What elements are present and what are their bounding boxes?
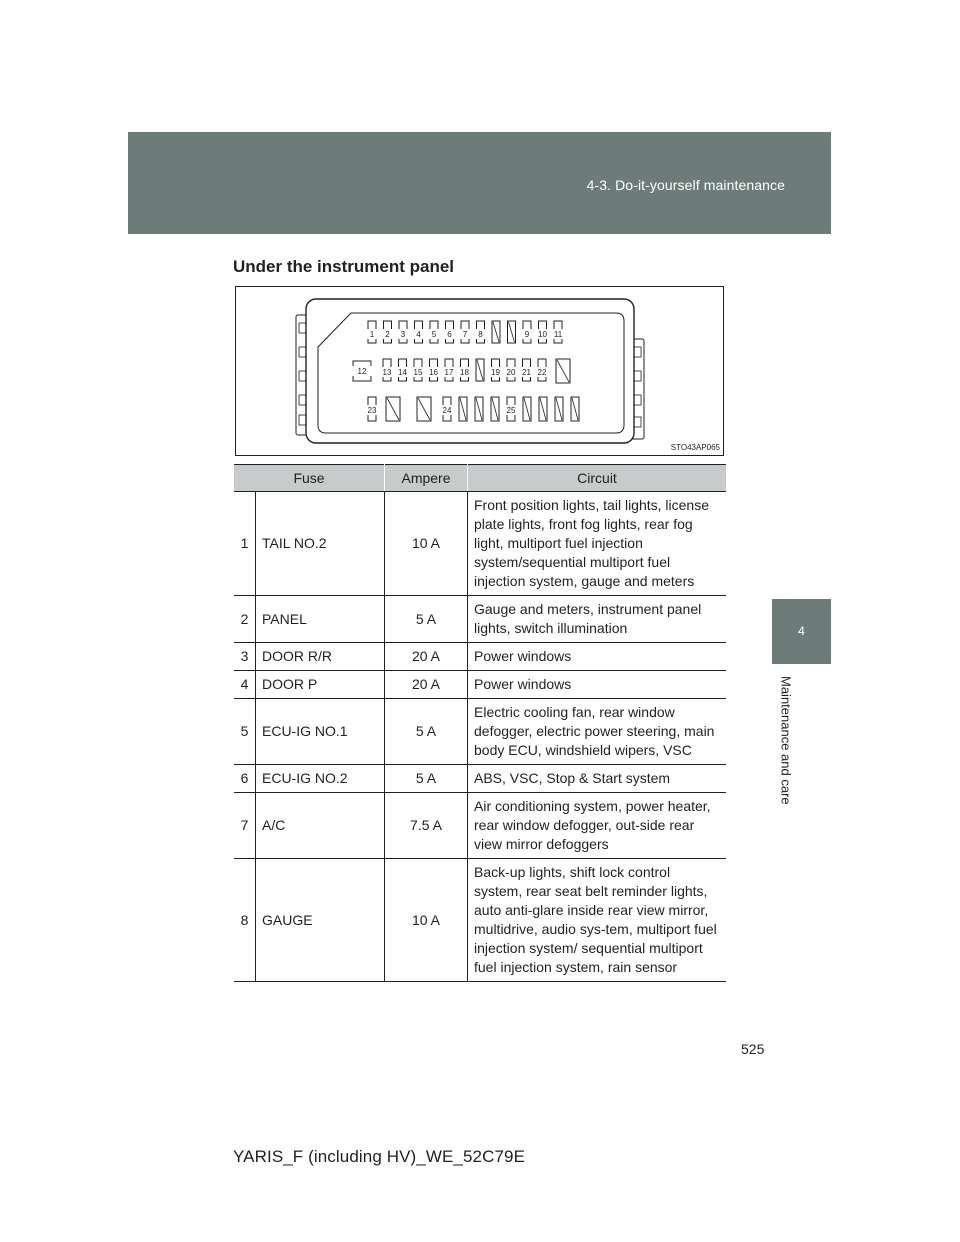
fuse-number: 1 (234, 492, 256, 596)
fuse-label: 5 (431, 330, 437, 339)
header-band (128, 132, 831, 234)
table-row (234, 671, 726, 699)
fuse-table-header (234, 465, 726, 492)
fuse-name: PANEL (256, 596, 385, 643)
fuse-box-diagram (235, 286, 724, 456)
fuse-label: 22 (537, 368, 547, 377)
fuse-slot (397, 321, 409, 343)
fuse-label: 24 (442, 406, 452, 415)
chapter-tab[interactable]: 4 (772, 599, 831, 664)
header-ampere: Ampere (385, 465, 468, 492)
fuse-label: 18 (460, 368, 469, 377)
fuse-name: DOOR R/R (256, 643, 385, 671)
fuse-ampere: 20 A (385, 643, 468, 671)
fuse-slot (521, 359, 533, 381)
fuse-slot (475, 321, 487, 343)
fuse-slot (508, 321, 516, 343)
table-row (234, 859, 726, 982)
chapter-label-text: Maintenance and care (778, 676, 794, 805)
fuse-circuit: Power windows (468, 643, 727, 671)
fuse-ampere: 10 A (385, 492, 468, 596)
table-row (234, 793, 726, 859)
header-fuse: Fuse (234, 465, 385, 492)
table-row (234, 492, 726, 596)
fuse-name: ECU-IG NO.2 (256, 765, 385, 793)
fuse-slot (459, 359, 471, 381)
fuse-slot (492, 321, 500, 343)
fuse-number: 5 (234, 699, 256, 765)
fuse-slot (505, 359, 517, 381)
fuse-slot (537, 321, 549, 343)
fuse-slot (381, 359, 393, 381)
page-number: 525 (741, 1041, 765, 1057)
fuse-slot (490, 359, 502, 381)
fuse-label: 16 (429, 368, 438, 377)
fuse-label: 9 (524, 330, 530, 339)
fuse-slot (366, 321, 378, 343)
fuse-slot (413, 321, 425, 343)
fuse-label: 10 (538, 330, 547, 339)
fuse-slot (539, 397, 547, 421)
fuse-name: DOOR P (256, 671, 385, 699)
fuse-label: 11 (553, 330, 563, 339)
fuse-number: 8 (234, 859, 256, 982)
fuse-number: 7 (234, 793, 256, 859)
fuse-label: 21 (522, 368, 531, 377)
fuse-ampere: 10 A (385, 859, 468, 982)
fuse-slot (552, 321, 564, 343)
fuse-slot (386, 397, 400, 421)
fuse-number: 6 (234, 765, 256, 793)
fuse-slot-large (351, 361, 373, 381)
table-row (234, 699, 726, 765)
fuse-table (234, 464, 726, 982)
fuse-slot (444, 321, 456, 343)
fuse-label: 3 (400, 330, 406, 339)
fuse-slot (443, 359, 455, 381)
table-row (234, 596, 726, 643)
fuse-slot (428, 359, 440, 381)
fuse-ampere: 5 A (385, 596, 468, 643)
fuse-label: 13 (382, 368, 392, 377)
section-title: 4-3. Do-it-yourself maintenance (586, 177, 785, 193)
fuse-label: 25 (506, 406, 516, 415)
fuse-label: 14 (398, 368, 407, 377)
fuse-label: 23 (367, 406, 377, 415)
fuse-slot (555, 397, 563, 421)
fuse-slot (475, 397, 483, 421)
fuse-slot-large (556, 359, 570, 383)
fuse-slot (523, 397, 531, 421)
fuse-label: 7 (462, 330, 468, 339)
fuse-slot (441, 397, 453, 421)
fuse-label: 19 (491, 368, 500, 377)
fuse-ampere: 5 A (385, 699, 468, 765)
fuse-label: 15 (413, 368, 423, 377)
fuse-number: 2 (234, 596, 256, 643)
fuse-name: GAUGE (256, 859, 385, 982)
fuse-slot (459, 397, 467, 421)
fuse-slot (521, 321, 533, 343)
fuse-name: ECU-IG NO.1 (256, 699, 385, 765)
fuse-ampere: 5 A (385, 765, 468, 793)
fuse-label: 8 (478, 330, 483, 339)
fuse-slot (491, 397, 499, 421)
fuse-label: 2 (385, 330, 390, 339)
fuse-slot (397, 359, 409, 381)
fuse-slot (505, 397, 517, 421)
fuse-slot (366, 397, 378, 421)
fuse-circuit: Back-up lights, shift lock control system, rear seat belt reminder lights, auto anti-glare inside rear view mirror, multidrive, audio sys-tem, multiport fuel injection system/ sequential multiport fuel injection system, rain sensor (468, 859, 727, 982)
fuse-circuit: Electric cooling fan, rear window defogger, electric power steering, main body ECU, windshield wipers, VSC (468, 699, 727, 765)
fuse-circuit: Gauge and meters, instrument panel lights, switch illumination (468, 596, 727, 643)
fuse-name: TAIL NO.2 (256, 492, 385, 596)
fuse-circuit: Air conditioning system, power heater, rear window defogger, out-side rear view mirror defoggers (468, 793, 727, 859)
fuse-slot (459, 321, 471, 343)
fuse-label: 4 (416, 330, 421, 339)
fuse-slot (536, 359, 548, 381)
fuse-label: 17 (444, 368, 454, 377)
fuse-slot (428, 321, 440, 343)
fuse-slot (476, 359, 484, 381)
table-row (234, 765, 726, 793)
fuse-label: 6 (447, 330, 452, 339)
fuse-number: 3 (234, 643, 256, 671)
footer-code: YARIS_F (including HV)_WE_52C79E (233, 1147, 526, 1166)
page-heading: Under the instrument panel (233, 257, 455, 276)
fuse-circuit: Front position lights, tail lights, license plate lights, front fog lights, rear fog light, multiport fuel injection system/sequential multiport fuel injection system, gauge and meters (468, 492, 727, 596)
fuse-ampere: 20 A (385, 671, 468, 699)
chapter-label (771, 676, 801, 816)
header-circuit: Circuit (468, 465, 727, 492)
fuse-slot (417, 397, 431, 421)
fuse-name: A/C (256, 793, 385, 859)
fuse-ampere: 7.5 A (385, 793, 468, 859)
fuse-label: 12 (357, 367, 367, 376)
fuse-circuit: Power windows (468, 671, 727, 699)
fuse-circuit: ABS, VSC, Stop & Start system (468, 765, 727, 793)
fuse-slot (382, 321, 394, 343)
fuse-label: 20 (506, 368, 516, 377)
figure-code: STO43AP065 (670, 443, 720, 452)
fuse-slot (412, 359, 424, 381)
fuse-slot (571, 397, 579, 421)
table-row (234, 643, 726, 671)
fuse-label: 1 (369, 330, 375, 339)
fuse-number: 4 (234, 671, 256, 699)
fuse-box-illustration (236, 287, 723, 455)
